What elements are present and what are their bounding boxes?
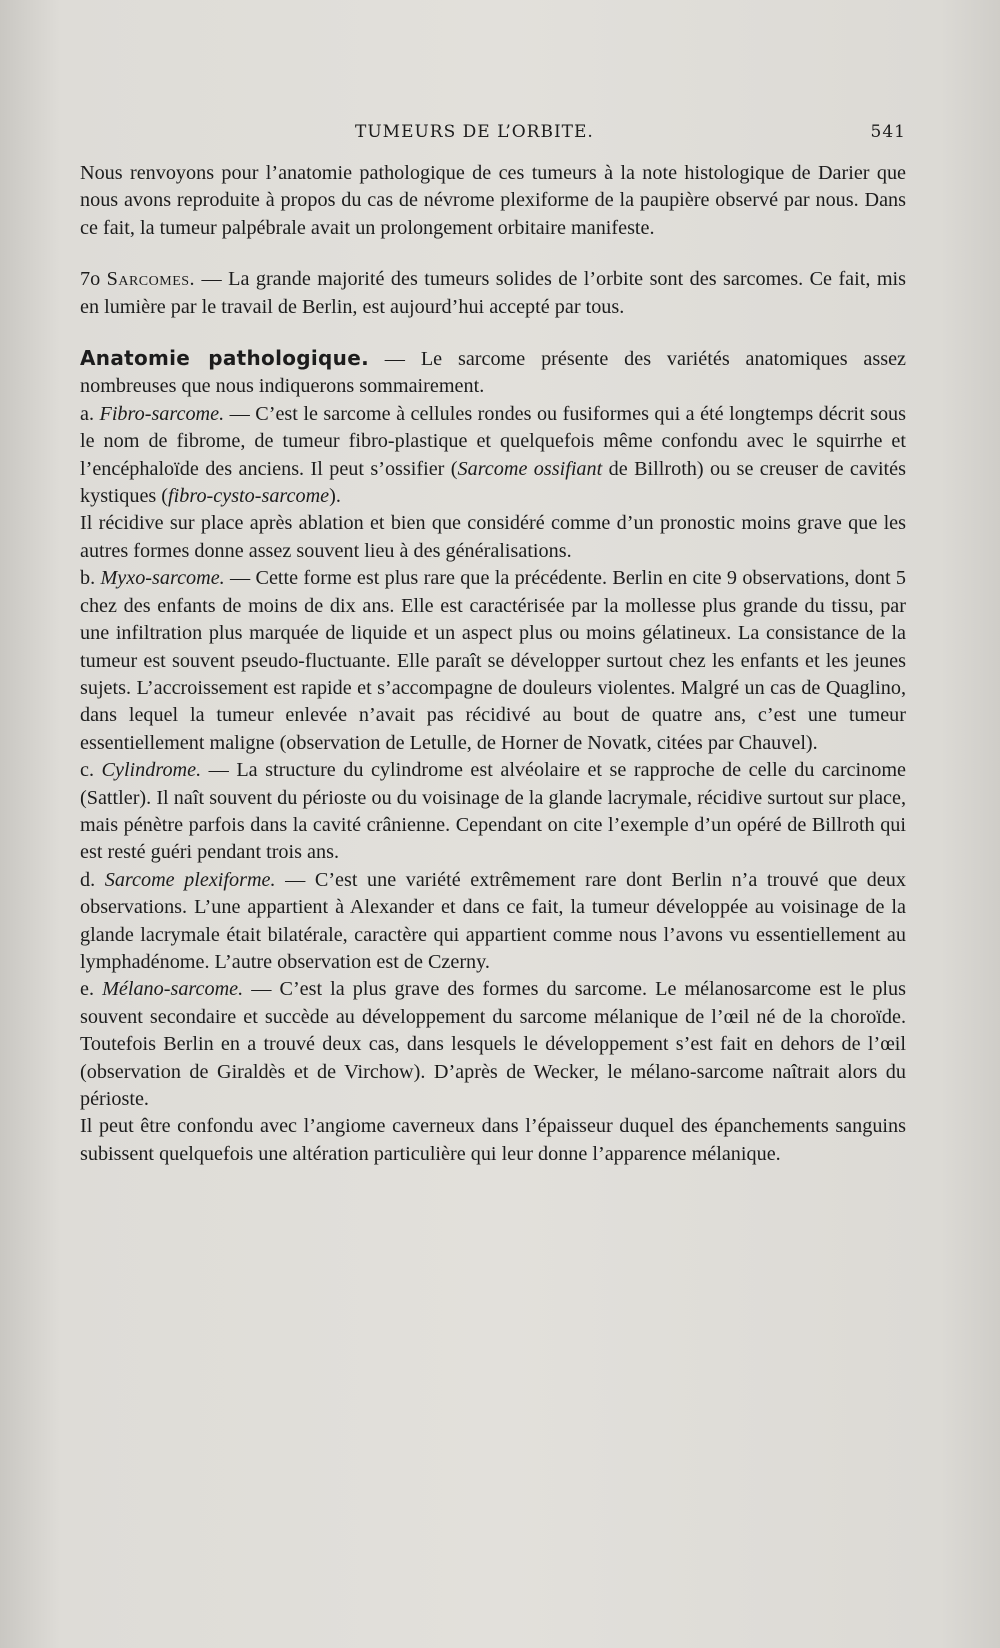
item-c [80, 757, 906, 867]
item-b-text: — Cette forme est plus rare que la précédente. Berlin en cite 9 observations, dont 5 chez des enfants de moins de dix ans. Elle est caractérisée par la mollesse plus grande du tissu, par une infiltration plus marquée de liquide et un aspect plus ou moins gélatineux. La consistance de la tumeur est souvent pseudo-fluctuante. Elle paraît se développer surtout chez les enfants et les jeunes sujets. L’accroissement est rapide et s’accompagne de douleurs violentes. Malgré un cas de Quaglino, dans lequel la tumeur enlevée n’avait pas récidivé au bout de quatre ans, c’est une tumeur essentiellement maligne (observation de Letulle, de Horner de Novatk, citées par Chauvel). [80, 567, 906, 754]
item-e-paragraph2: Il peut être confondu avec l’angiome caverneux dans l’épaisseur duquel des épanchements sanguins subissent quelquefois une altération particulière qui leur donne l’apparence mélanique. [80, 1115, 906, 1165]
item-a-text2: de Billroth) ou se creuser de cavités kystiques ( [80, 457, 906, 508]
item-c-text: — La structure du cylindrome est alvéolaire et se rapproche de celle du carcinome (Sattler). Il naît souvent du périoste ou du voisinage de la glande lacrymale, récidive surtout sur place, mais pénètre parfois dans la cavité crânienne. Cependant on cite l’exemple d’un opéré de Billroth qui est resté guéri pendant trois ans. [80, 759, 906, 864]
item-e [80, 976, 906, 1113]
item-e-term: Mélano-sarcome. [102, 978, 244, 1001]
subsection-heading: Anatomie pathologique. [80, 346, 369, 371]
item-a-text3: ). [329, 485, 341, 508]
item-a-term3: fibro-cysto-sarcome [168, 485, 330, 508]
page-number: 541 [870, 122, 906, 142]
item-d-letter: d. [80, 868, 105, 891]
paragraph-anatomie-text: — Le sarcome présente des variétés anatomiques assez nombreuses que nous indiquerons sommairement. [80, 348, 906, 398]
item-b-letter: b. [80, 567, 101, 590]
paragraph-intro [80, 160, 906, 242]
item-b-term: Myxo-sarcome. [100, 567, 225, 590]
item-a-letter: a. [80, 402, 100, 425]
item-d [80, 867, 906, 977]
item-e-letter: e. [80, 978, 103, 1001]
item-a-text1: — C’est le sarcome à cellules rondes ou fusiformes qui a été longtemps décrit sous le nom de fibrome, de tumeur fibro-plastique et quelquefois même confondu avec le squirrhe et l’encéphaloïde des anciens. Il peut s’ossifier ( [80, 402, 906, 480]
page-body [80, 160, 906, 1168]
item-a-paragraph2: Il récidive sur place après ablation et bien que considéré comme d’un pronostic moins grave que les autres formes donne assez souvent lieu à des généralisations. [80, 512, 906, 562]
item-a [80, 401, 906, 511]
paragraph-sarcomes [80, 266, 906, 321]
section-title: Sarcomes. [106, 268, 196, 291]
paragraph-intro-text: Nous renvoyons pour l’anatomie pathologique de ces tumeurs à la note histologique de Darier que nous avons reproduite à propos du cas de névrome plexiforme de la paupière observé par nous. Dans ce fait, la tumeur palpébrale avait un prolongement orbitaire manifeste. [80, 162, 906, 239]
paragraph-sarcomes-text: — La grande majorité des tumeurs solides de l’orbite sont des sarcomes. Ce fait, mis en lumière par le travail de Berlin, est aujourd’hui accepté par tous. [80, 268, 906, 318]
running-title: TUMEURS DE L’ORBITE. [355, 122, 594, 142]
item-a-term: Fibro-sarcome. [99, 402, 225, 425]
item-c-letter: c. [80, 759, 102, 782]
paragraph-anatomie [80, 345, 906, 401]
item-c-term: Cylindrome. [101, 759, 202, 782]
item-b [80, 565, 906, 757]
item-d-term: Sarcome plexiforme. [104, 868, 276, 891]
item-e-text: — C’est la plus grave des formes du sarcome. Le mélanosarcome est le plus souvent secondaire et succède au développement du sarcome mélanique de l’œil né de la choroïde. Toutefois Berlin en a trouvé deux cas, dans lesquels le développement s’est fait en dehors de l’œil (observation de Giraldès et de Virchow). D’après de Wecker, le mélano-sarcome naîtrait alors du périoste. [80, 978, 906, 1110]
section-number: 7o [80, 268, 101, 291]
item-d-text: — C’est une variété extrêmement rare dont Berlin n’a trouvé que deux observations. L’une appartient à Alexander et dans ce fait, la tumeur développée au voisinage de la glande lacrymale était bilatérale, caractère qui appartient comme nous l’avons vu essentiellement au lymphadénome. L’autre observation est de Czerny. [80, 868, 906, 973]
item-a-term2: Sarcome ossifiant [457, 457, 603, 480]
